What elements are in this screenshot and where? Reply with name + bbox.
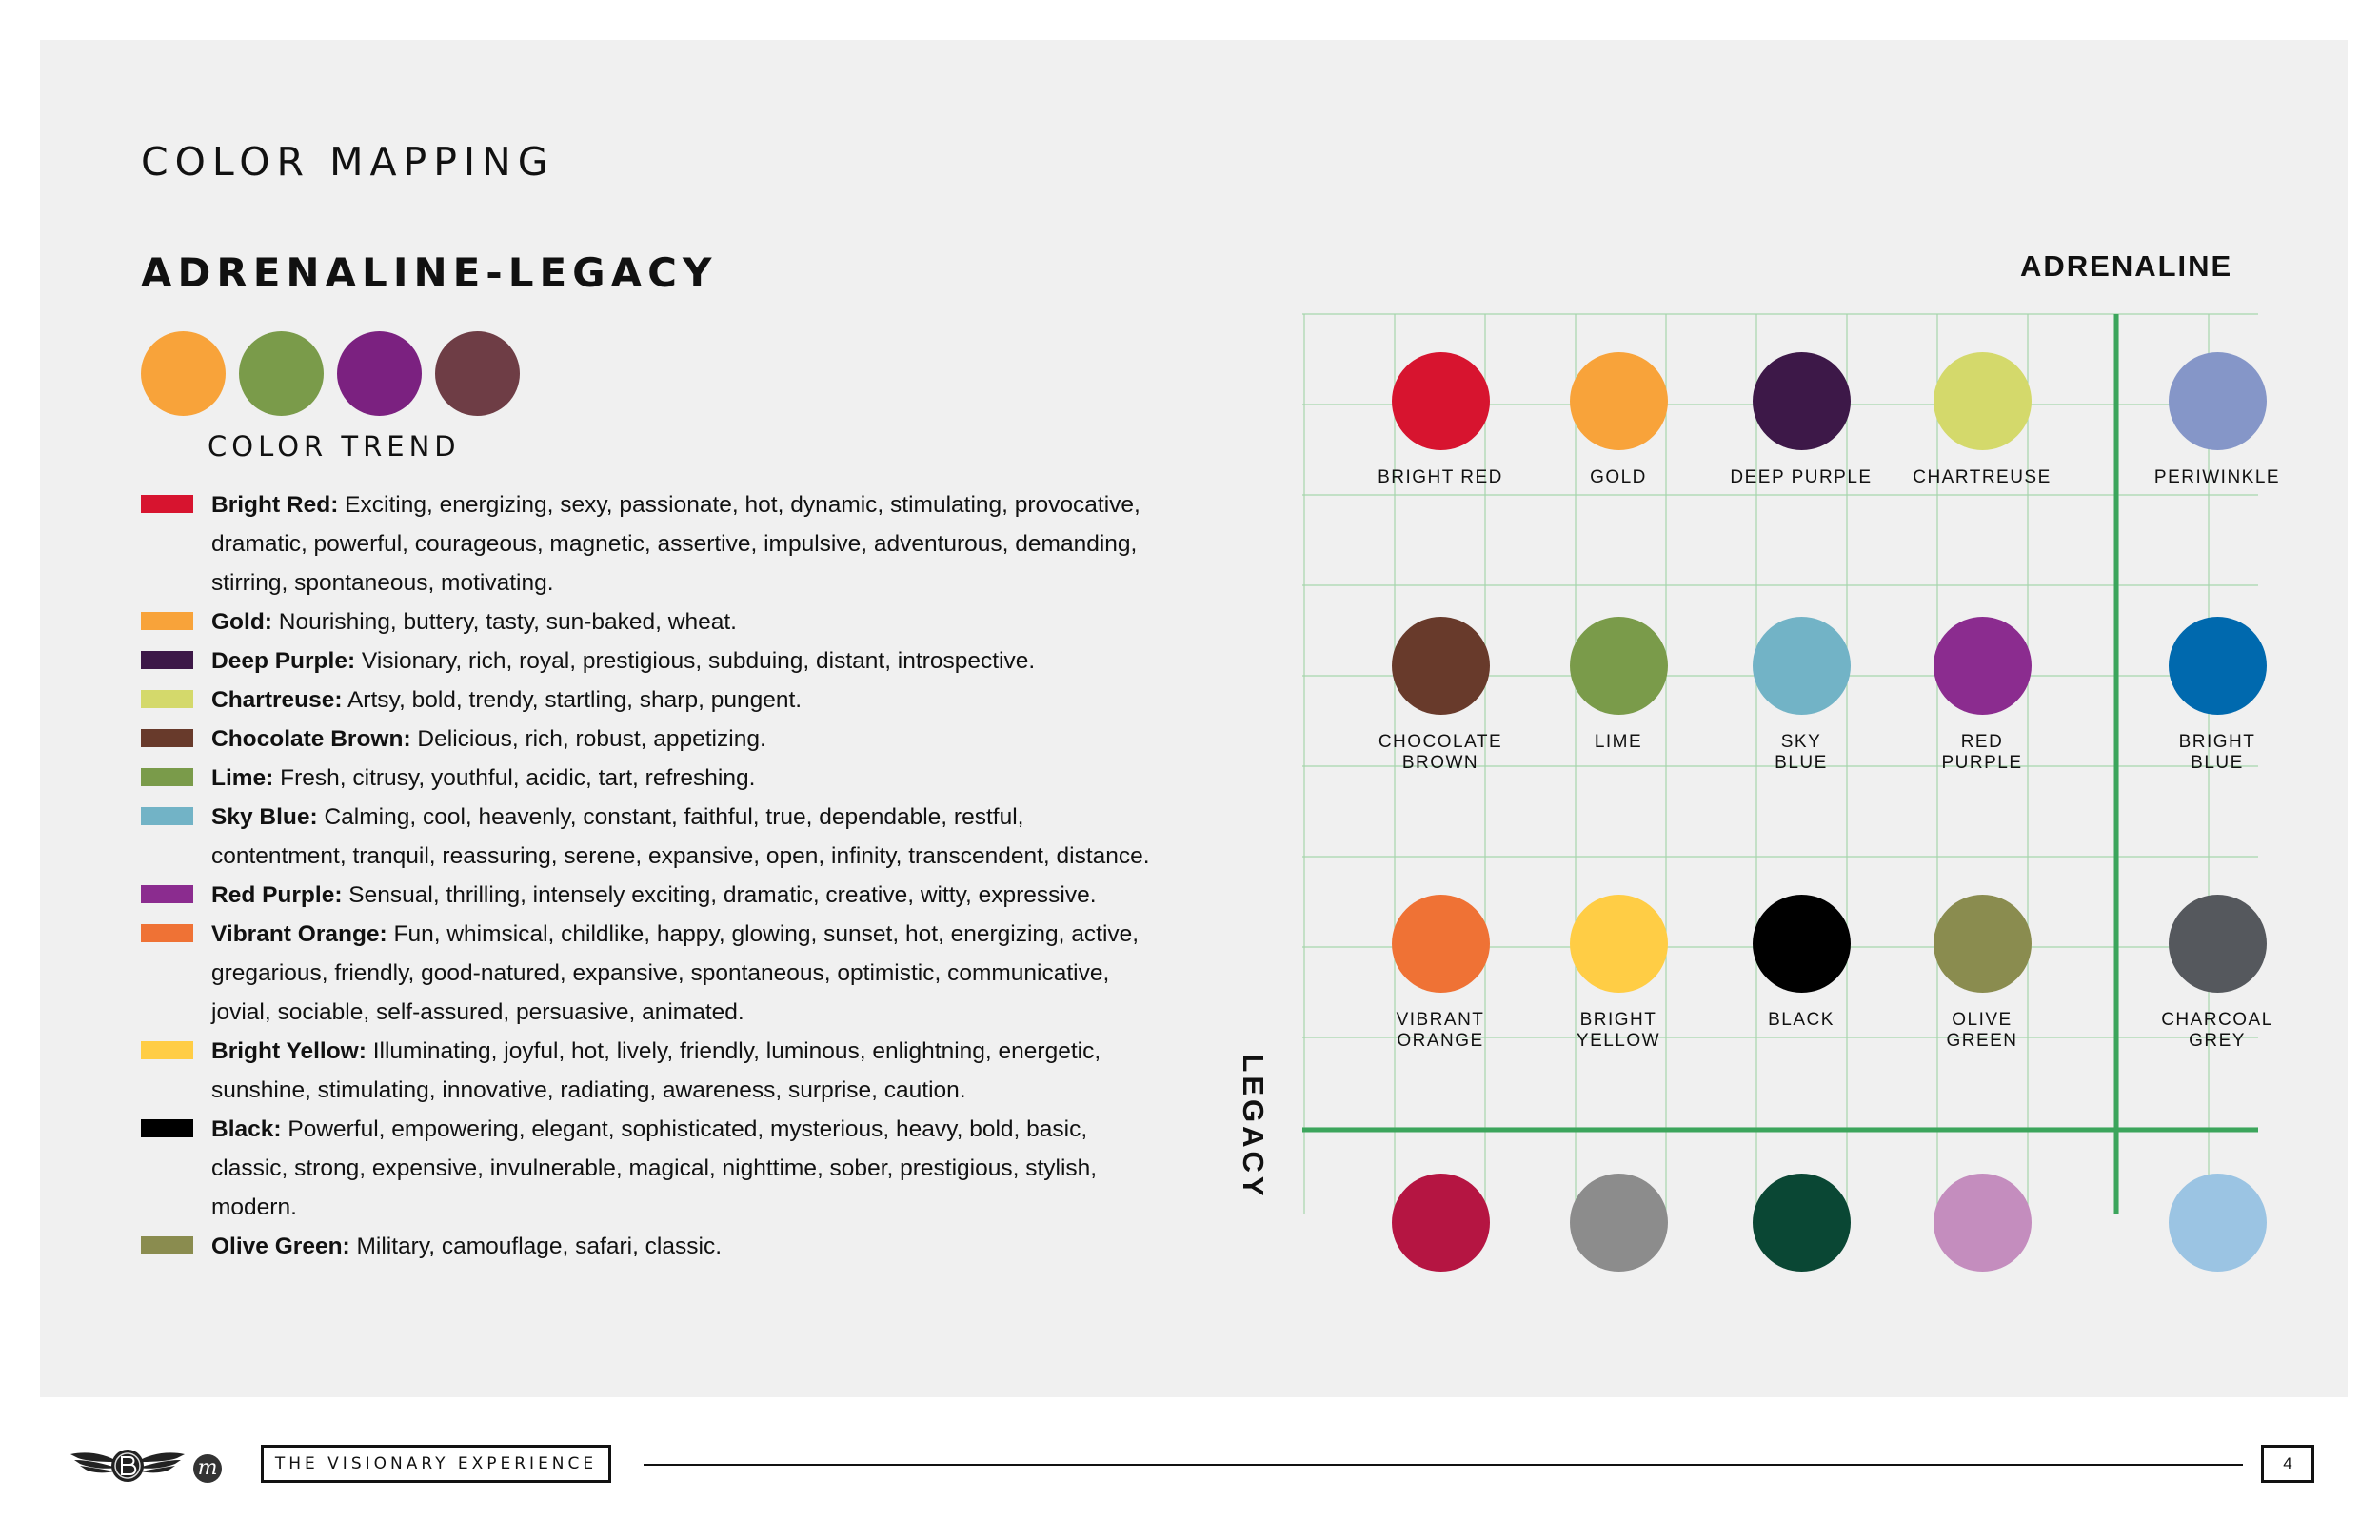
legend-description: Visionary, rich, royal, prestigious, subduing, distant, introspective. xyxy=(355,648,1036,674)
swatch-label: BRIGHT BLUE xyxy=(2178,732,2256,773)
swatch-circle xyxy=(1570,352,1668,450)
swatch-2-1 xyxy=(1528,895,1709,1052)
legend-name: Deep Purple: xyxy=(211,648,356,674)
swatch-1-1 xyxy=(1528,617,1709,753)
legend-item-bright-red xyxy=(141,485,1150,602)
legend-description: Illuminating, joyful, hot, lively, friendly, luminous, enlightning, energetic, sunshine, stimulating, innovative, radiating, awareness, surprise, caution. xyxy=(211,1038,1101,1103)
swatch-label: VIBRANT ORANGE xyxy=(1396,1010,1485,1051)
swatch-label: BLACK xyxy=(1768,1010,1835,1030)
legend-item-bright-yellow xyxy=(141,1032,1150,1110)
swatch-circle xyxy=(1570,895,1668,993)
swatch-1-2 xyxy=(1711,617,1892,774)
legend-item-vibrant-orange xyxy=(141,915,1150,1032)
color-trend-caption: COLOR TREND xyxy=(208,430,461,463)
legend-item-sky-blue xyxy=(141,798,1150,876)
legend-item-lime xyxy=(141,759,1150,798)
swatch-label: GOLD xyxy=(1590,467,1647,487)
trend-swatch-plum-brown xyxy=(435,331,520,416)
swatch-circle xyxy=(1934,1174,2032,1272)
page-number: 4 xyxy=(2261,1445,2314,1483)
legend-swatch xyxy=(141,1236,193,1254)
legend-item-red-purple xyxy=(141,876,1150,915)
legend-name: Bright Yellow: xyxy=(211,1038,367,1064)
legend-swatch xyxy=(141,690,193,708)
legend-swatch xyxy=(141,729,193,747)
legend-name: Black: xyxy=(211,1116,282,1142)
swatch-label: LIME xyxy=(1594,732,1643,752)
legend-item-chartreuse xyxy=(141,681,1150,720)
legend-name: Vibrant Orange: xyxy=(211,921,387,947)
swatch-label: DEEP PURPLE xyxy=(1730,467,1873,487)
legend-item-deep-purple xyxy=(141,642,1150,681)
swatch-circle xyxy=(1753,895,1851,993)
adrenaline-axis-label: ADRENALINE xyxy=(2020,249,2233,283)
legend-description: Delicious, rich, robust, appetizing. xyxy=(410,726,766,752)
swatch-label: BRIGHT YELLOW xyxy=(1576,1010,1661,1051)
swatch-2-3 xyxy=(1892,895,2073,1052)
swatch-circle xyxy=(1753,617,1851,715)
swatch-circle xyxy=(1392,895,1490,993)
legend-description: Military, camouflage, safari, classic. xyxy=(349,1234,723,1259)
swatch-0-2 xyxy=(1711,352,1892,488)
legend-name: Lime: xyxy=(211,765,274,791)
swatch-label: CHARCOAL GREY xyxy=(2161,1010,2273,1051)
legend-item-gold xyxy=(141,602,1150,642)
color-trend-swatches xyxy=(141,331,520,416)
footer-divider xyxy=(644,1464,2243,1466)
legend-item-chocolate-brown xyxy=(141,720,1150,759)
footer-tagline: THE VISIONARY EXPERIENCE xyxy=(261,1445,611,1483)
legend-swatch xyxy=(141,885,193,903)
swatch-label: CHARTREUSE xyxy=(1913,467,2052,487)
swatch-circle xyxy=(1753,1174,1851,1272)
legend-swatch xyxy=(141,768,193,786)
legend-description: Artsy, bold, trendy, startling, sharp, pungent. xyxy=(342,687,803,713)
legend-swatch xyxy=(141,651,193,669)
swatch-circle xyxy=(2169,352,2267,450)
swatch-circle xyxy=(1934,617,2032,715)
trend-swatch-lime xyxy=(239,331,324,416)
swatch-3-0 xyxy=(1350,1174,1531,1272)
legend-swatch xyxy=(141,612,193,630)
swatch-0-4 xyxy=(2127,352,2308,488)
legend-swatch xyxy=(141,1119,193,1137)
legend-swatch xyxy=(141,807,193,825)
swatch-circle xyxy=(1392,352,1490,450)
legend-item-olive-green xyxy=(141,1227,1150,1266)
trend-swatch-gold xyxy=(141,331,226,416)
legend-name: Red Purple: xyxy=(211,882,343,908)
legend-item-black xyxy=(141,1110,1150,1227)
swatch-label: SKY BLUE xyxy=(1775,732,1828,773)
swatch-circle xyxy=(1753,352,1851,450)
legend-swatch xyxy=(141,495,193,513)
swatch-circle xyxy=(2169,895,2267,993)
legend-name: Bright Red: xyxy=(211,492,339,518)
swatch-circle xyxy=(1392,1174,1490,1272)
swatch-3-3 xyxy=(1892,1174,2073,1272)
swatch-circle xyxy=(1570,1174,1668,1272)
swatch-circle xyxy=(1392,617,1490,715)
swatch-2-2 xyxy=(1711,895,1892,1031)
color-mapping-grid xyxy=(1302,314,2281,1214)
legend-name: Chartreuse: xyxy=(211,687,343,713)
legend-description: Exciting, energizing, sexy, passionate, hot, dynamic, stimulating, provocative, dramatic, powerful, courageous, magnetic, assertive, impulsive, adventurous, demanding, stirring, spontaneous, motivating. xyxy=(211,492,1140,596)
swatch-label: RED PURPLE xyxy=(1941,732,2023,773)
legend-description: Powerful, empowering, elegant, sophisticated, mysterious, heavy, bold, basic, classic, strong, expensive, invulnerable, magical, nighttime, sober, prestigious, stylish, modern. xyxy=(211,1116,1098,1220)
legend-name: Sky Blue: xyxy=(211,804,318,830)
legend-description: Fun, whimsical, childlike, happy, glowing, sunset, hot, energizing, active, gregarious, friendly, good-natured, expansive, spontaneous, optimistic, communicative, jovial, sociable, self-assured, persuasive, animated. xyxy=(211,921,1140,1025)
swatch-3-1 xyxy=(1528,1174,1709,1272)
legend-swatch xyxy=(141,924,193,942)
legend-description: Fresh, citrusy, youthful, acidic, tart, refreshing. xyxy=(273,765,756,791)
color-legend xyxy=(141,485,1150,1266)
swatch-label: OLIVE GREEN xyxy=(1946,1010,2018,1051)
page-title: COLOR MAPPING xyxy=(141,139,555,185)
section-title: ADRENALINE-LEGACY xyxy=(141,249,718,296)
swatch-1-4 xyxy=(2127,617,2308,774)
swatch-1-0 xyxy=(1350,617,1531,774)
swatch-0-3 xyxy=(1892,352,2073,488)
swatch-3-2 xyxy=(1711,1174,1892,1272)
swatch-2-0 xyxy=(1350,895,1531,1052)
legacy-axis-label: LEGACY xyxy=(1237,1054,1270,1200)
swatch-label: BRIGHT RED xyxy=(1378,467,1503,487)
swatch-circle xyxy=(1570,617,1668,715)
legend-name: Chocolate Brown: xyxy=(211,726,411,752)
swatch-0-1 xyxy=(1528,352,1709,488)
trend-swatch-red-purple xyxy=(337,331,422,416)
legend-swatch xyxy=(141,1041,193,1059)
legend-name: Gold: xyxy=(211,609,272,635)
legend-name: Olive Green: xyxy=(211,1234,350,1259)
m-badge-icon: m xyxy=(193,1454,222,1483)
swatch-circle xyxy=(1934,895,2032,993)
swatch-circle xyxy=(2169,617,2267,715)
swatch-0-0 xyxy=(1350,352,1531,488)
swatch-label: CHOCOLATE BROWN xyxy=(1378,732,1503,773)
swatch-1-3 xyxy=(1892,617,2073,774)
legend-description: Sensual, thrilling, intensely exciting, dramatic, creative, witty, expressive. xyxy=(342,882,1097,908)
swatch-circle xyxy=(1934,352,2032,450)
winged-b-logo-icon xyxy=(69,1441,187,1487)
swatch-circle xyxy=(2169,1174,2267,1272)
swatch-3-4 xyxy=(2127,1174,2308,1272)
swatch-2-4 xyxy=(2127,895,2308,1052)
legend-description: Nourishing, buttery, tasty, sun-baked, wheat. xyxy=(271,609,737,635)
legend-description: Calming, cool, heavenly, constant, faithful, true, dependable, restful, contentment, tranquil, reassuring, serene, expansive, open, infinity, transcendent, distance. xyxy=(211,804,1150,869)
swatch-label: PERIWINKLE xyxy=(2153,467,2281,487)
